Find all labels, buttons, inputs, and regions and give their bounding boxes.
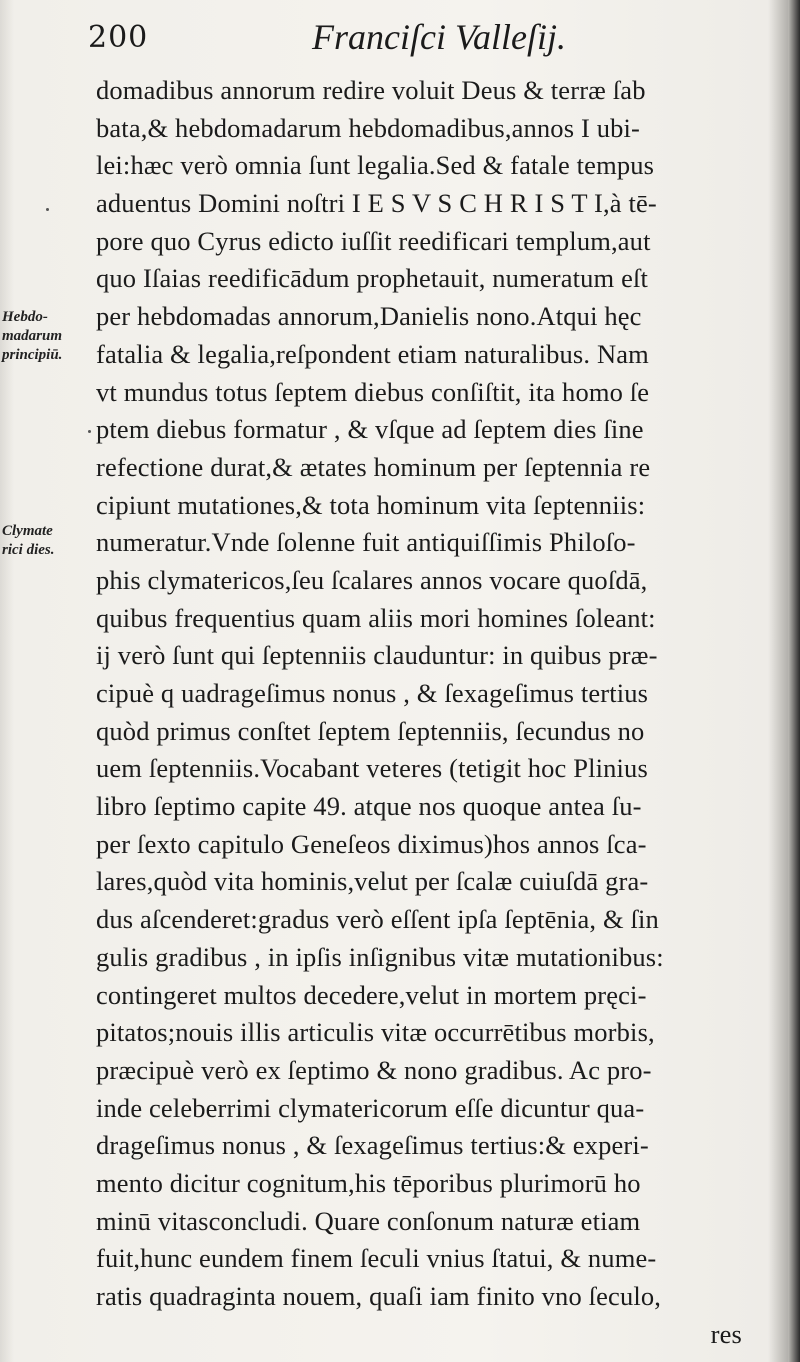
text-line: minū vitasconcludi. Quare conſonum naturæ etiam [96,1205,641,1236]
text-line: contingeret multos decedere,velut in mortem pręci- [96,979,647,1010]
text-line: ratis quadraginta nouem, quaſi iam finito vno ſeculo, [96,1281,662,1311]
text-line: pore quo Cyrus edicto iuſſit reedificari templum,aut [96,225,651,256]
catchword: res [710,1318,742,1349]
page-header [0,16,800,66]
text-line: mento dicitur cognitum,his tēporibus plurimorū ho [96,1167,641,1198]
margin-note-line: rici dies. [2,542,55,558]
margin-note-line: madarum [2,328,63,344]
body-text [96,72,772,1353]
text-line: lei:hæc verò omnia ſunt legalia.Sed & fatale tempus [96,150,655,181]
text-line: cipuè q uadrageſimus nonus , & ſexageſimus tertius [96,678,649,708]
text-line: quibus frequentius quam aliis mori homines ſoleant: [96,602,656,633]
margin-note-clymaterici [2,522,55,560]
margin-dot-mark [46,208,49,211]
text-line: refectione durat,& ætates hominum per ſeptennia re [96,451,651,482]
text-line: dus aſcenderet:gradus verò eſſent ipſa ſeptēnia, & ſin [96,904,659,935]
margin-dot-mark [88,430,91,433]
text-line: drageſimus nonus , & ſexageſimus tertius:& experi- [96,1130,649,1161]
text-line: per hebdomadas annorum,Danielis nono.Atqui hęc [96,301,642,332]
margin-note-line: principiū. [2,347,63,363]
text-line: vt mundus totus ſeptem diebus conſiſtit, ita homo ſe [96,376,650,407]
text-line: libro ſeptimo capite 49. atque nos quoque antea ſu- [96,791,642,822]
text-line: aduentus Domini noſtri I E S V S C H R I S T I,à tē- [96,188,657,219]
text-line: ij verò ſunt qui ſeptenniis clauduntur: in quibus præ- [96,640,658,671]
page-number: 200 [88,20,149,55]
margin-note-line: Clymate [2,523,53,539]
text-line: inde celeberrimi clymatericorum eſſe dicuntur qua- [96,1092,645,1123]
text-line: fuit,hunc eundem finem ſeculi vnius ſtatui, & nume- [96,1243,657,1274]
text-line: domadibus annorum redire voluit Deus & terræ ſab [96,75,646,105]
margin-note-line: Hebdo- [2,309,48,325]
page-gutter-shadow [788,0,800,1362]
text-line: fatalia & legalia,reſpondent etiam naturalibus. Nam [96,338,649,369]
text-line: ptem diebus formatur , & vſque ad ſeptem dies ſine [96,414,644,445]
text-line: quo Iſaias reedificādum prophetauit, numeratum eſt [96,263,649,294]
margin-note-hebdomadarum [2,308,62,365]
text-line: per ſexto capitulo Geneſeos diximus)hos annos ſca- [96,828,647,859]
text-line: cipiunt mutationes,& tota hominum vita ſeptenniis: [96,489,646,520]
text-line: præcipuè verò ex ſeptimo & nono gradibus. Ac pro- [96,1054,652,1085]
text-line: quòd primus conſtet ſeptem ſeptenniis, ſecundus no [96,715,645,746]
text-line: bata,& hebdomadarum hebdomadibus,annos I ubi- [96,112,640,143]
running-title: Franciſci Valleſij. [312,17,566,57]
text-line: lares,quòd vita hominis,velut per ſcalæ cuiuſdā gra- [96,866,649,897]
text-line: numeratur.Vnde ſolenne fuit antiquiſſimis Philoſo- [96,527,636,558]
text-line: phis clymatericos,ſeu ſcalares annos vocare quoſdā, [96,564,648,595]
text-line: gulis gradibus , in ipſis inſignibus vitæ mutationibus: [96,941,664,972]
text-line: pitatos;nouis illis articulis vitæ occurrētibus morbis, [96,1017,655,1048]
text-line: uem ſeptenniis.Vocabant veteres (tetigit hoc Plinius [96,753,648,784]
